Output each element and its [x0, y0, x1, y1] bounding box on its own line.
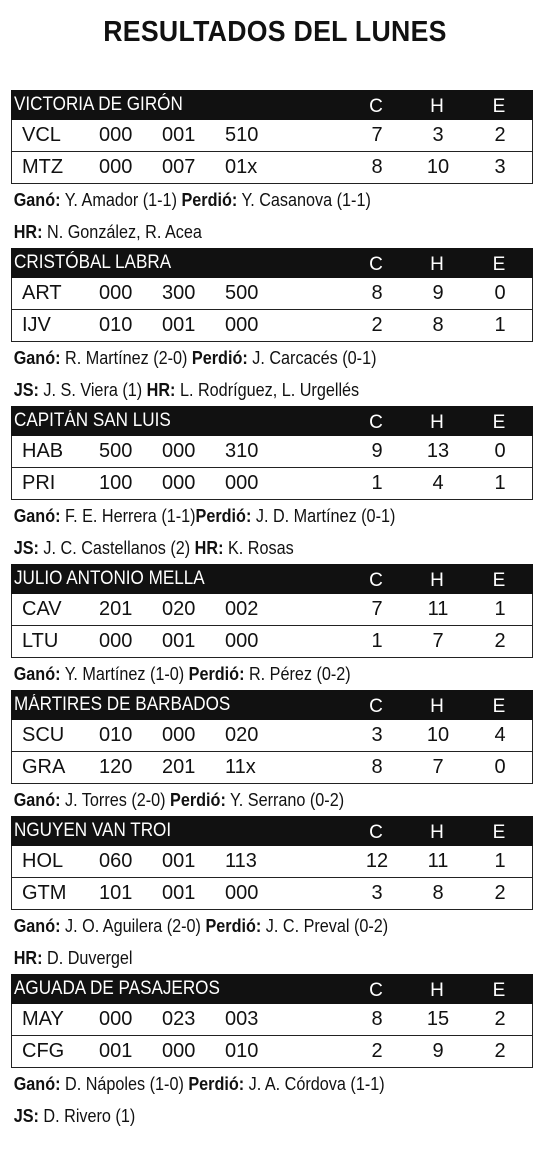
- note-text: Y. Casanova (1-1): [237, 190, 371, 210]
- hits-value: 15: [426, 1008, 450, 1030]
- innings-group: 001: [162, 124, 196, 146]
- game-header: [11, 564, 533, 594]
- score-row: [11, 846, 533, 878]
- runs-value: 1: [371, 630, 383, 652]
- game-box: [11, 690, 533, 816]
- innings-group: 100: [99, 472, 133, 494]
- innings-group: 000: [99, 630, 133, 652]
- hits-value: 8: [432, 882, 444, 904]
- hits-value: 13: [426, 440, 450, 462]
- note-label: Perdió:: [205, 916, 262, 936]
- errors-value: 2: [494, 1008, 506, 1030]
- game-header: [11, 974, 533, 1004]
- innings-group: 113: [225, 850, 257, 872]
- team-code: PRI: [22, 472, 56, 494]
- innings-group: 000: [162, 472, 196, 494]
- innings-group: 300: [162, 282, 196, 304]
- game-note: [11, 216, 481, 248]
- column-header: E: [492, 696, 506, 717]
- runs-value: 2: [371, 1040, 383, 1062]
- hits-value: 11: [427, 598, 449, 620]
- errors-value: 1: [494, 314, 506, 336]
- team-code: GTM: [22, 882, 67, 904]
- hits-value: 9: [432, 282, 444, 304]
- note-text: N. González, R. Acea: [42, 222, 202, 242]
- runs-value: 7: [371, 598, 383, 620]
- note-label: Perdió:: [195, 506, 252, 526]
- game-box: [11, 564, 533, 690]
- score-row: [11, 468, 533, 500]
- score-row: [11, 878, 533, 910]
- hits-value: 11: [427, 850, 449, 872]
- column-header: C: [369, 822, 383, 843]
- page-title: RESULTADOS DEL LUNES: [103, 16, 447, 48]
- column-header: C: [369, 96, 383, 117]
- note-text: K. Rosas: [223, 538, 294, 558]
- runs-value: 7: [371, 124, 383, 146]
- hits-value: 7: [432, 756, 444, 778]
- note-label: HR:: [13, 948, 43, 968]
- runs-value: 9: [371, 440, 383, 462]
- note-label: Perdió:: [191, 348, 248, 368]
- note-text: J. A. Córdova (1-1): [244, 1074, 385, 1094]
- score-row: [11, 752, 533, 784]
- hits-value: 7: [432, 630, 444, 652]
- innings-group: 001: [99, 1040, 133, 1062]
- note-label: Perdió:: [170, 790, 226, 810]
- innings-group: 010: [99, 314, 133, 336]
- note-text: L. Rodríguez, L. Urgellés: [175, 380, 360, 400]
- note-text: D. Nápoles (1-0): [60, 1074, 189, 1094]
- note-text: Y. Serrano (0-2): [225, 790, 345, 810]
- game-note: [11, 784, 481, 816]
- game-header: [11, 816, 533, 846]
- note-text: Y. Martínez (1-0): [60, 664, 189, 684]
- game-header: [11, 406, 533, 436]
- note-text: D. Rivero (1): [38, 1106, 136, 1126]
- game-note: [11, 500, 481, 532]
- innings-group: 120: [99, 756, 133, 778]
- innings-group: 001: [162, 314, 196, 336]
- hits-value: 10: [426, 156, 450, 178]
- errors-value: 3: [494, 156, 506, 178]
- column-header: C: [369, 412, 383, 433]
- innings-group: 020: [162, 598, 196, 620]
- column-header: E: [492, 412, 506, 433]
- column-header: E: [492, 980, 506, 1001]
- game-note: [11, 942, 481, 974]
- score-row: [11, 626, 533, 658]
- team-code: VCL: [22, 124, 61, 146]
- game-note: [11, 532, 481, 564]
- errors-value: 0: [494, 282, 506, 304]
- hits-value: 10: [426, 724, 450, 746]
- team-code: LTU: [22, 630, 59, 652]
- innings-group: 000: [162, 1040, 196, 1062]
- innings-group: 001: [162, 630, 196, 652]
- note-text: R. Martínez (2-0): [60, 348, 192, 368]
- column-header: E: [492, 570, 506, 591]
- runs-value: 2: [371, 314, 383, 336]
- note-label: Ganó:: [13, 1074, 61, 1094]
- innings-group: 000: [99, 156, 133, 178]
- note-text: J. O. Aguilera (2-0): [60, 916, 206, 936]
- innings-group: 510: [225, 124, 259, 146]
- game-box: [11, 974, 533, 1132]
- innings-group: 310: [225, 440, 259, 462]
- innings-group: 500: [225, 282, 259, 304]
- note-label: Ganó:: [13, 190, 61, 210]
- runs-value: 8: [371, 156, 383, 178]
- column-header: H: [430, 696, 444, 717]
- games-list: [11, 90, 533, 1132]
- innings-group: 000: [225, 882, 259, 904]
- game-header: [11, 248, 533, 278]
- innings-group: 023: [162, 1008, 196, 1030]
- game-note: [11, 658, 481, 690]
- innings-group: 000: [225, 472, 259, 494]
- venue-name: JULIO ANTONIO MELLA: [14, 568, 205, 589]
- runs-value: 1: [371, 472, 383, 494]
- team-code: ART: [22, 282, 62, 304]
- note-label: Ganó:: [13, 348, 61, 368]
- venue-name: CRISTÓBAL LABRA: [14, 252, 172, 273]
- note-text: Y. Amador (1-1): [60, 190, 182, 210]
- note-label: HR:: [13, 222, 43, 242]
- innings-group: 000: [225, 314, 259, 336]
- errors-value: 0: [494, 440, 506, 462]
- innings-group: 001: [162, 850, 196, 872]
- column-header: C: [369, 696, 383, 717]
- innings-group: 007: [162, 156, 196, 178]
- column-header: H: [430, 96, 444, 117]
- note-label: HR:: [194, 538, 224, 558]
- column-header: E: [492, 822, 506, 843]
- note-text: J. Torres (2-0): [60, 790, 171, 810]
- errors-value: 2: [494, 630, 506, 652]
- innings-group: 000: [99, 124, 133, 146]
- score-row: [11, 152, 533, 184]
- innings-group: 000: [99, 282, 133, 304]
- note-label: JS:: [13, 538, 39, 558]
- note-label: Ganó:: [13, 506, 61, 526]
- venue-name: MÁRTIRES DE BARBADOS: [14, 694, 231, 715]
- errors-value: 0: [494, 756, 506, 778]
- team-code: MAY: [22, 1008, 64, 1030]
- column-header: C: [369, 980, 383, 1001]
- innings-group: 000: [225, 630, 259, 652]
- runs-value: 12: [365, 850, 389, 872]
- innings-group: 002: [225, 598, 259, 620]
- venue-name: NGUYEN VAN TROI: [14, 820, 172, 841]
- game-note: [11, 374, 481, 406]
- hits-value: 3: [432, 124, 444, 146]
- runs-value: 8: [371, 1008, 383, 1030]
- errors-value: 2: [494, 1040, 506, 1062]
- column-header: C: [369, 570, 383, 591]
- note-text: R. Pérez (0-2): [244, 664, 351, 684]
- innings-group: 000: [162, 724, 196, 746]
- team-code: CFG: [22, 1040, 65, 1062]
- game-note: [11, 342, 481, 374]
- score-row: [11, 594, 533, 626]
- column-header: H: [430, 412, 444, 433]
- score-row: [11, 436, 533, 468]
- note-label: Ganó:: [13, 790, 61, 810]
- game-box: [11, 816, 533, 974]
- column-header: E: [492, 96, 506, 117]
- errors-value: 4: [494, 724, 506, 746]
- team-code: GRA: [22, 756, 66, 778]
- team-code: MTZ: [22, 156, 64, 178]
- note-label: HR:: [146, 380, 176, 400]
- innings-group: 11x: [225, 756, 256, 778]
- venue-name: VICTORIA DE GIRÓN: [14, 94, 183, 115]
- team-code: HOL: [22, 850, 64, 872]
- note-label: Perdió:: [188, 664, 245, 684]
- innings-group: 020: [225, 724, 259, 746]
- note-label: JS:: [13, 380, 39, 400]
- game-header: [11, 690, 533, 720]
- errors-value: 2: [494, 124, 506, 146]
- note-label: JS:: [13, 1106, 39, 1126]
- innings-group: 001: [162, 882, 196, 904]
- innings-group: 101: [99, 882, 133, 904]
- hits-value: 9: [432, 1040, 444, 1062]
- note-text: F. E. Herrera (1-1): [60, 506, 196, 526]
- runs-value: 8: [371, 756, 383, 778]
- team-code: SCU: [22, 724, 65, 746]
- innings-group: 000: [99, 1008, 133, 1030]
- venue-name: AGUADA DE PASAJEROS: [14, 978, 220, 999]
- column-header: H: [430, 822, 444, 843]
- column-header: C: [369, 254, 383, 275]
- note-text: J. C. Castellanos (2): [38, 538, 195, 558]
- game-note: [11, 184, 481, 216]
- note-text: J. C. Preval (0-2): [261, 916, 389, 936]
- runs-value: 3: [371, 724, 383, 746]
- errors-value: 1: [494, 850, 506, 872]
- innings-group: 500: [99, 440, 133, 462]
- innings-group: 010: [225, 1040, 259, 1062]
- hits-value: 8: [432, 314, 444, 336]
- note-label: Perdió:: [181, 190, 238, 210]
- innings-group: 201: [162, 756, 196, 778]
- game-note: [11, 1100, 481, 1132]
- note-label: Ganó:: [13, 916, 61, 936]
- errors-value: 2: [494, 882, 506, 904]
- note-text: J. S. Viera (1): [38, 380, 147, 400]
- innings-group: 060: [99, 850, 133, 872]
- innings-group: 010: [99, 724, 133, 746]
- game-note: [11, 1068, 481, 1100]
- team-code: CAV: [22, 598, 62, 620]
- score-row: [11, 1004, 533, 1036]
- score-row: [11, 278, 533, 310]
- game-header: [11, 90, 533, 120]
- errors-value: 1: [494, 598, 506, 620]
- column-header: H: [430, 570, 444, 591]
- game-box: [11, 248, 533, 406]
- team-code: HAB: [22, 440, 64, 462]
- innings-group: 000: [162, 440, 196, 462]
- score-row: [11, 310, 533, 342]
- score-row: [11, 120, 533, 152]
- game-box: [11, 406, 533, 564]
- runs-value: 8: [371, 282, 383, 304]
- note-label: Perdió:: [188, 1074, 245, 1094]
- column-header: H: [430, 980, 444, 1001]
- note-label: Ganó:: [13, 664, 61, 684]
- runs-value: 3: [371, 882, 383, 904]
- note-text: J. Carcacés (0-1): [247, 348, 377, 368]
- column-header: H: [430, 254, 444, 275]
- team-code: IJV: [22, 314, 51, 336]
- note-text: D. Duvergel: [42, 948, 133, 968]
- score-row: [11, 1036, 533, 1068]
- innings-group: 003: [225, 1008, 259, 1030]
- score-row: [11, 720, 533, 752]
- innings-group: 01x: [225, 156, 258, 178]
- venue-name: CAPITÁN SAN LUIS: [14, 410, 171, 431]
- hits-value: 4: [432, 472, 444, 494]
- errors-value: 1: [494, 472, 506, 494]
- game-box: [11, 90, 533, 248]
- note-text: J. D. Martínez (0-1): [251, 506, 396, 526]
- column-header: E: [492, 254, 506, 275]
- game-note: [11, 910, 481, 942]
- innings-group: 201: [99, 598, 133, 620]
